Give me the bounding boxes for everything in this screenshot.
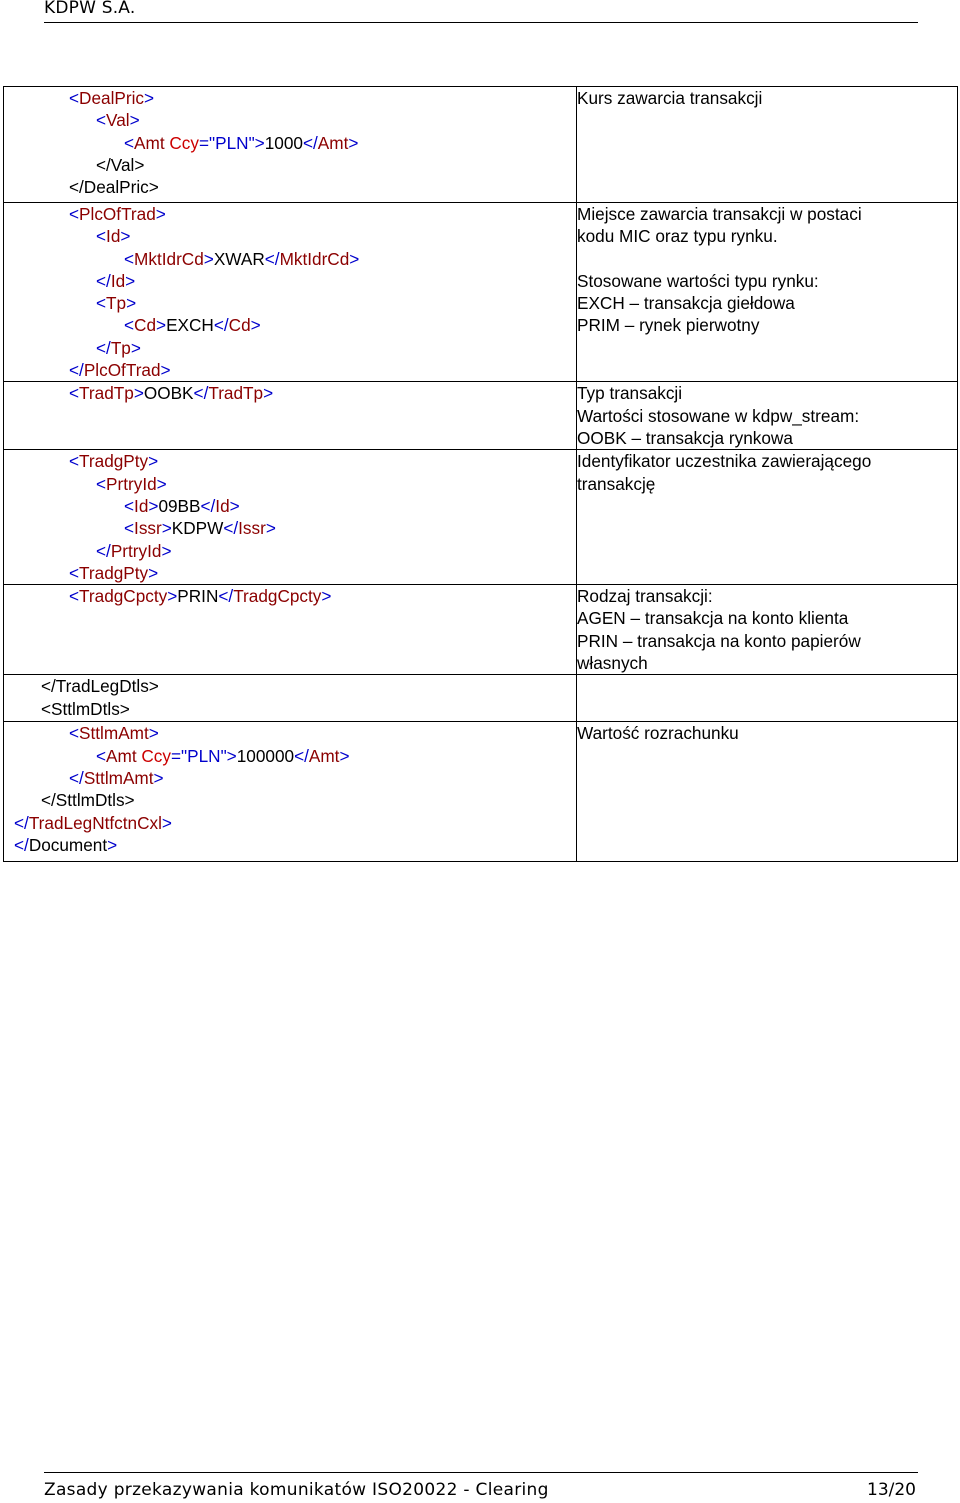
description-text: Kurs zawarcia transakcji — [577, 88, 763, 108]
code-line: <Amt Ccy="PLN">1000</Amt> — [124, 132, 359, 153]
code-line: </Document> — [14, 834, 118, 855]
code-line: <TradgPty> — [69, 562, 159, 583]
description-cell — [577, 203, 958, 382]
code-line: </Id> — [96, 270, 136, 291]
page-number: 13/20 — [867, 1480, 916, 1500]
code-line: </Tp> — [96, 337, 141, 358]
code-line: <Amt Ccy="PLN">100000</Amt> — [96, 745, 350, 766]
code-line: </TradLegDtls> — [41, 676, 159, 697]
document-title: Zasady przekazywania komunikatów ISO20022 - Clearing — [44, 1480, 549, 1500]
code-cell — [4, 382, 577, 450]
description-text: kodu MIC oraz typu rynku. — [577, 226, 778, 247]
description-text: Wartości stosowane w kdpw_stream: — [577, 405, 860, 426]
code-line: <TradTp>OOBK</TradTp> — [69, 383, 274, 404]
table-row-trading-party — [4, 450, 958, 585]
code-cell — [4, 585, 577, 675]
message-table — [3, 86, 958, 862]
description-text: PRIN – transakcja na konto papierów — [577, 630, 861, 651]
code-line: <Cd>EXCH</Cd> — [124, 315, 261, 336]
code-line: </SttlmAmt> — [69, 767, 164, 788]
description-text: transakcję — [577, 473, 656, 494]
description-text: PRIM – rynek pierwotny — [577, 315, 760, 336]
code-cell — [4, 450, 577, 585]
code-line: <TradgCpcty>PRIN</TradgCpcty> — [69, 586, 332, 607]
description-text: własnych — [577, 653, 648, 674]
code-line: <MktIdrCd>XWAR</MktIdrCd> — [124, 248, 360, 269]
code-line: <PlcOfTrad> — [69, 204, 166, 224]
page-header — [44, 0, 918, 23]
description-text: Stosowane wartości typu rynku: — [577, 270, 819, 291]
company-name: KDPW S.A. — [44, 0, 136, 18]
code-line: </TradLegNtfctnCxl> — [14, 812, 172, 833]
code-line: </SttlmDtls> — [41, 790, 135, 811]
description-text: OOBK – transakcja rynkowa — [577, 427, 793, 448]
code-line: <PrtryId> — [96, 473, 167, 494]
code-line: <Val> — [96, 110, 140, 131]
description-cell — [577, 87, 958, 203]
table-row-settlement-amount — [4, 722, 958, 862]
code-cell — [4, 675, 577, 722]
code-cell — [4, 203, 577, 382]
code-cell — [4, 87, 577, 203]
description-text: Wartość rozrachunku — [577, 723, 739, 744]
description-cell — [577, 585, 958, 675]
code-line: <TradgPty> — [69, 451, 159, 472]
code-line: </Val> — [96, 154, 145, 175]
description-text: AGEN – transakcja na konto klienta — [577, 608, 849, 629]
description-cell — [577, 675, 958, 722]
description-text: Rodzaj transakcji: — [577, 586, 713, 607]
code-line: <SttlmDtls> — [41, 698, 130, 719]
code-line: <Id>09BB</Id> — [124, 495, 240, 516]
table-row-settlement-details — [4, 675, 958, 722]
code-line: <Tp> — [96, 293, 137, 314]
table-row-deal-price — [4, 87, 958, 203]
code-line: <SttlmAmt> — [69, 723, 159, 744]
description-text: Typ transakcji — [577, 383, 683, 404]
code-line: <DealPric> — [69, 88, 155, 108]
description-cell — [577, 450, 958, 585]
table-row-trade-type — [4, 382, 958, 450]
description-text: Identyfikator uczestnika zawierającego — [577, 451, 872, 472]
code-line: </PlcOfTrad> — [69, 360, 171, 381]
table-row-place-of-trade — [4, 203, 958, 382]
description-text: EXCH – transakcja giełdowa — [577, 292, 795, 313]
code-cell — [4, 722, 577, 862]
description-cell — [577, 722, 958, 862]
table-row-trading-capacity — [4, 585, 958, 675]
page-footer — [44, 1472, 918, 1503]
description-text: Miejsce zawarcia transakcji w postaci — [577, 204, 862, 224]
description-cell — [577, 382, 958, 450]
code-line: <Issr>KDPW</Issr> — [124, 518, 276, 539]
code-line: <Id> — [96, 226, 131, 247]
code-line: </DealPric> — [69, 177, 159, 198]
code-line: </PrtryId> — [96, 540, 172, 561]
